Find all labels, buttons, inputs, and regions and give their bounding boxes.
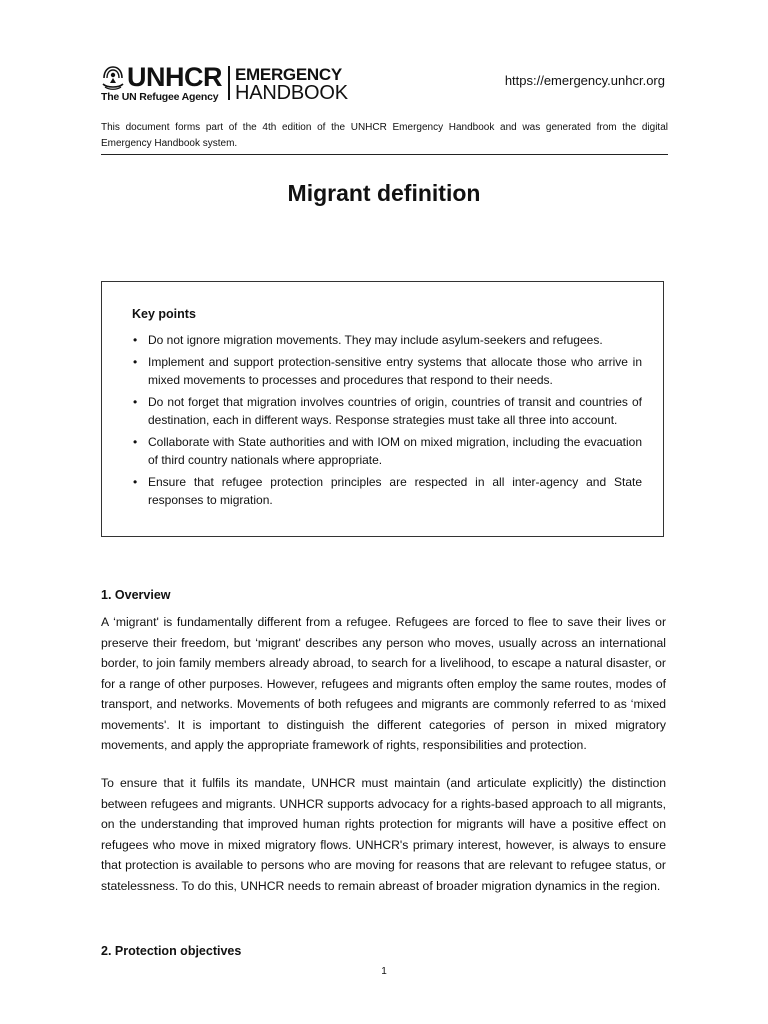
overview-paragraph-1: A ‘migrant' is fundamentally different from a refugee. Refugees are forced to flee to save their lives or preserve their freedom, but ‘migrant' describes any person who moves, usually across an international border, to join family members already abroad, to search for a livelihood, to escape a natural disaster, or for a range of other purposes. However, refugees and migrants often employ the same routes, modes of transport, and networks. Movements of both refugees and migrants are commonly referred to as ‘mixed movements'. It is important to distinguish the different categories of person in mixed migratory movements, and apply the appropriate framework of rights, responsibilities and protection. — [101, 615, 666, 752]
logo-divider — [228, 66, 230, 100]
key-point-item — [132, 393, 642, 429]
document-note: This document forms part of the 4th edition of the UNHCR Emergency Handbook and was generated from the digital Emergency Handbook system. — [101, 122, 668, 149]
key-point-text: Implement and support protection-sensitive entry systems that allocate those who arrive in mixed movements to processes and procedures that respond to their needs. — [148, 355, 642, 387]
key-points-box — [101, 281, 664, 537]
key-point-item — [132, 353, 642, 389]
bullet-icon: • — [133, 435, 138, 449]
key-point-text: Do not forget that migration involves countries of origin, countries of transit and countries of destination, each in different ways. Response strategies must take all three into account. — [148, 395, 642, 427]
bullet-icon: • — [133, 475, 138, 489]
handbook-wordmark — [235, 66, 348, 103]
section-heading-overview: 1. Overview — [101, 588, 171, 602]
logo-handbook-text: HANDBOOK — [235, 82, 348, 104]
key-points-heading: Key points — [132, 307, 196, 321]
unhcr-emblem-icon — [101, 64, 125, 90]
key-point-text: Do not ignore migration movements. They may include asylum-seekers and refugees. — [148, 333, 603, 347]
section-heading-protection-objectives: 2. Protection objectives — [101, 944, 242, 958]
page-number: 1 — [381, 966, 387, 977]
logo-emergency-text: EMERGENCY — [235, 65, 342, 84]
key-point-item — [132, 331, 642, 349]
unhcr-emergency-handbook-logo — [101, 64, 348, 104]
key-point-item — [132, 433, 642, 469]
key-points-list — [132, 331, 642, 513]
page-title: Migrant definition — [287, 180, 481, 206]
unhcr-logo — [101, 64, 222, 103]
key-point-text: Ensure that refugee protection principles are respected in all inter-agency and State responses to migration. — [148, 475, 642, 507]
bullet-icon: • — [133, 333, 138, 347]
logo-tagline: The UN Refugee Agency — [101, 91, 219, 103]
logo-org-name: UNHCR — [127, 62, 222, 92]
bullet-icon: • — [133, 395, 138, 409]
header-divider — [101, 154, 668, 155]
key-point-item — [132, 473, 642, 509]
key-point-text: Collaborate with State authorities and with IOM on mixed migration, including the evacuation of third country nationals where appropriate. — [148, 435, 642, 467]
overview-paragraph-2: To ensure that it fulfils its mandate, UNHCR must maintain (and articulate explicitly) the distinction between refugees and migrants. UNHCR supports advocacy for a rights-based approach to all migrants, on the understanding that improved human rights protection for migrants will have a positive effect on refugees who move in mixed migratory flows. UNHCR's primary interest, however, is always to ensure that protection is available to persons who are moving for reasons that are relevant to refugee status, or statelessness. To do this, UNHCR needs to remain abreast of broader migration dynamics in the region. — [101, 776, 666, 893]
site-url-link[interactable]: https://emergency.unhcr.org — [504, 73, 665, 88]
bullet-icon: • — [133, 355, 138, 369]
